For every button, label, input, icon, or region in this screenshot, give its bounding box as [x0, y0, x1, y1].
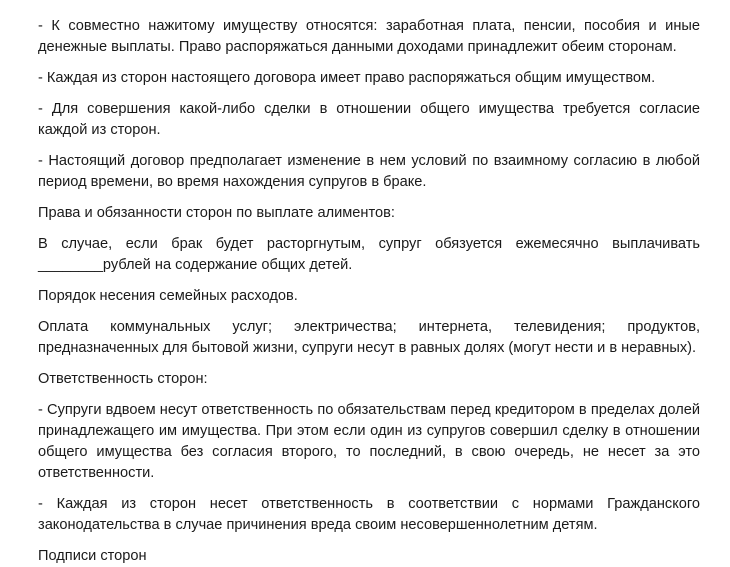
- paragraph-alimony-payment: В случае, если брак будет расторгнутым, супруг обязуется ежемесячно выплачивать ________рублей на содержание общих детей.: [38, 236, 700, 273]
- paragraph-creditor-obligations: - Супруги вдвоем несут ответственность по обязательствам перед кредитором в пределах долей принадлежащего им имущества. При этом если один из супругов совершил сделку в отношении общего имущества без согласия второго, то последний, в свою очередь, не несет за это ответственности.: [38, 402, 700, 481]
- paragraph-utility-payments: Оплата коммунальных услуг; электричества; интернета, телевидения; продуктов, предназначенных для бытовой жизни, супруги несут в равных долях (могут нести и в неравных).: [38, 319, 700, 356]
- paragraph-consent-required: - Для совершения какой-либо сделки в отношении общего имущества требуется согласие каждой из сторон.: [38, 101, 700, 138]
- paragraph-contract-changes: - Настоящий договор предполагает изменение в нем условий по взаимному согласию в любой период времени, во время нахождения супругов в браке.: [38, 153, 700, 190]
- heading-responsibility: Ответственность сторон:: [38, 371, 208, 387]
- paragraph-civil-law-liability: - Каждая из сторон несет ответственность в соответствии с нормами Гражданского законодательства в случае причинения вреда своим несовершеннолетним детям.: [38, 496, 700, 533]
- paragraph-joint-property-income: - К совместно нажитому имуществу относятся: заработная плата, пенсии, пособия и иные денежные выплаты. Право распоряжаться данными доходами принадлежит обеим сторонам.: [38, 18, 700, 55]
- signatures-label: Подписи сторон: [38, 548, 147, 564]
- paragraph-right-to-dispose: - Каждая из сторон настоящего договора имеет право распоряжаться общим имуществом.: [38, 70, 656, 86]
- heading-alimony-rights: Права и обязанности сторон по выплате алиментов:: [38, 205, 395, 221]
- heading-family-expenses: Порядок несения семейных расходов.: [38, 288, 298, 304]
